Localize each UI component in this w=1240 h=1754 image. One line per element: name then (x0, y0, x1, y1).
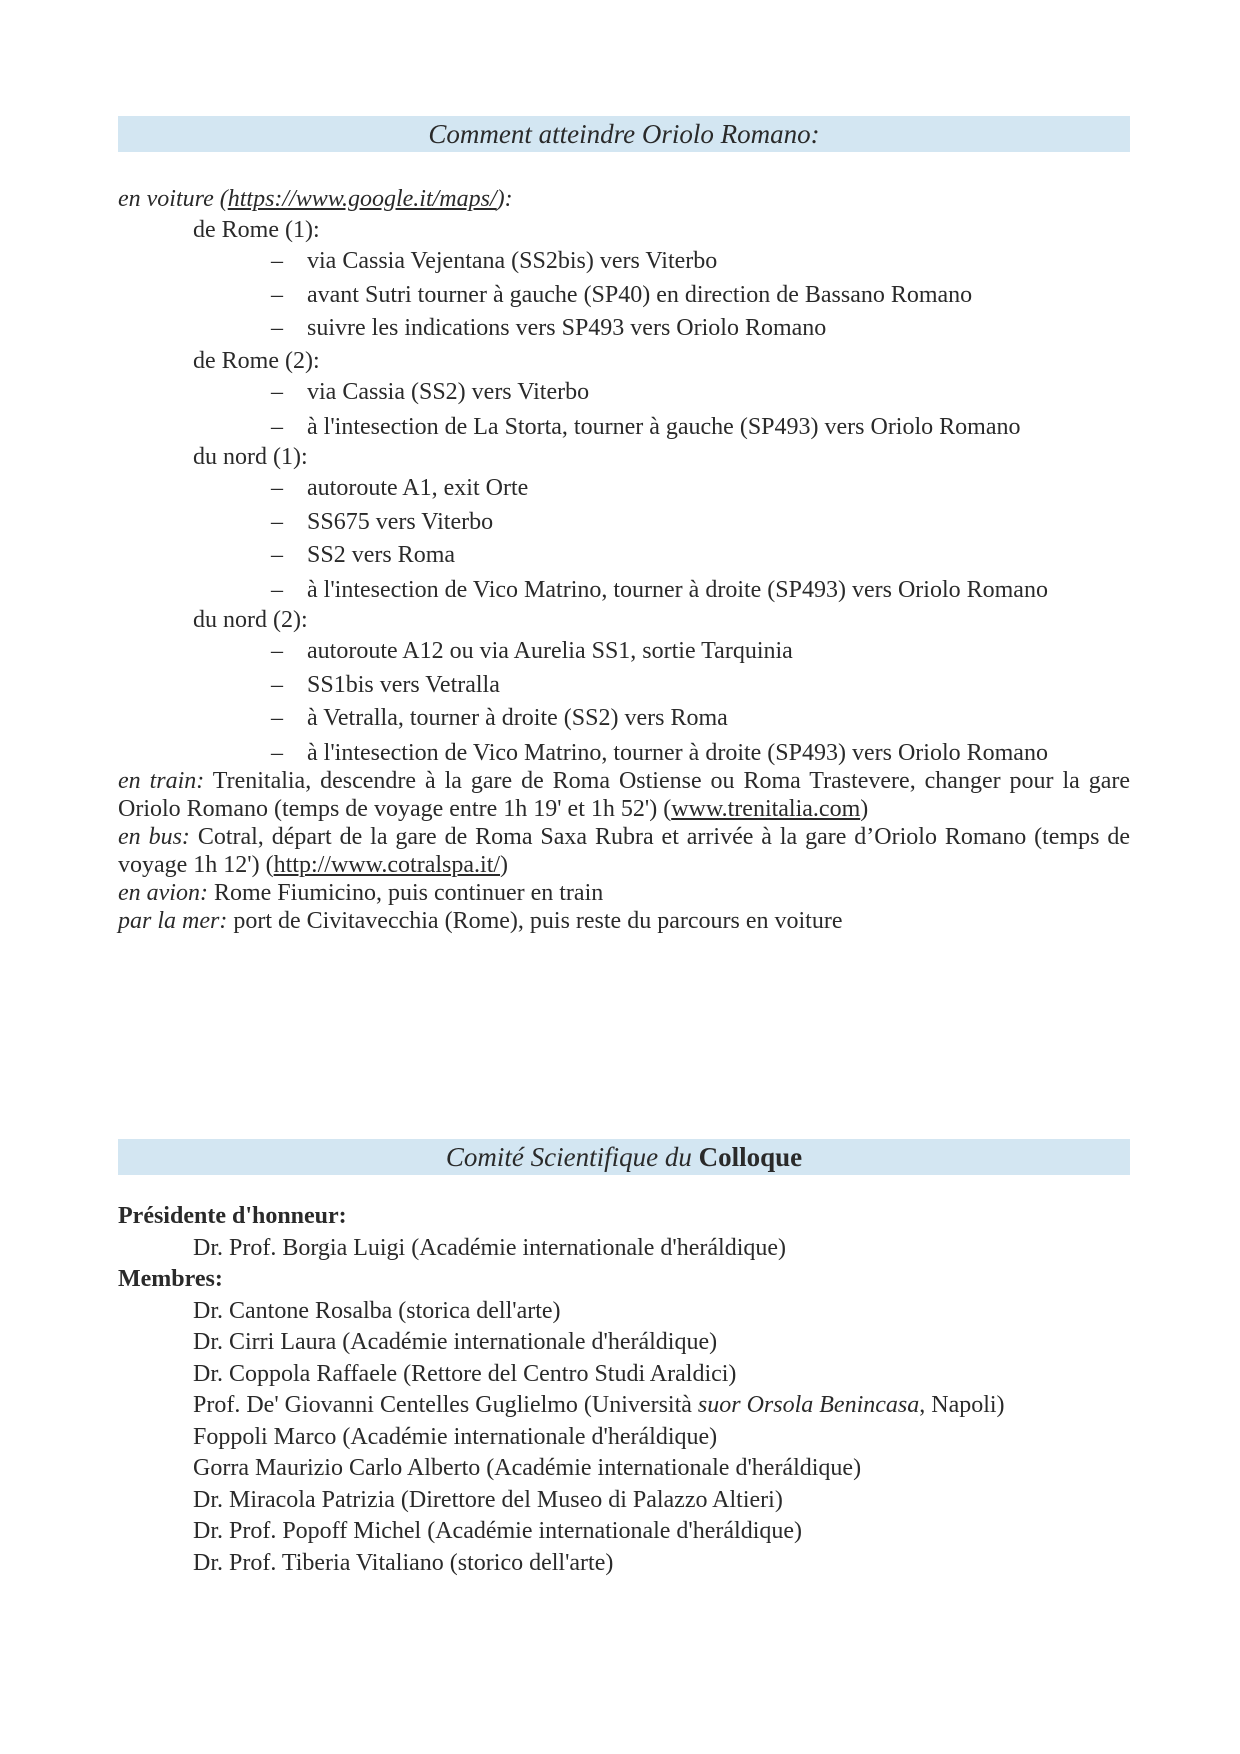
route-step (118, 472, 1130, 506)
committee-member: Dr. Prof. Popoff Michel (Académie internationale d'heráldique) (193, 1518, 803, 1544)
plane-text: Rome Fiumicino, puis continuer en train (207, 879, 604, 906)
committee-heading (118, 1139, 1130, 1175)
route-step (118, 669, 1130, 703)
travel-section (118, 116, 1130, 935)
committee-member: Dr. Prof. Tiberia Vitaliano (storico dell'arte) (193, 1549, 614, 1576)
plane-line (118, 879, 1130, 907)
cotral-link[interactable]: http://www.cotralspa.it/ (273, 851, 501, 878)
route-title: du nord (2): (193, 606, 308, 633)
member-text-before: Prof. De' Giovanni Centelles Guglielmo (Università (193, 1392, 698, 1418)
route-step (118, 539, 1130, 573)
committee-member: Foppoli Marco (Académie internationale d'heráldique) (193, 1423, 718, 1450)
route-step-text: avant Sutri tourner à gauche (SP40) en direction de Bassano Romano (307, 281, 973, 308)
train-suffix: ) (860, 795, 869, 822)
route-step-text: autoroute A1, exit Orte (307, 475, 529, 501)
committee-member: Dr. Miracola Patrizia (Direttore del Museo di Palazzo Altieri) (193, 1486, 783, 1513)
car-suffix: ): (496, 186, 513, 212)
committee-section (118, 1139, 1130, 1579)
trenitalia-link[interactable]: www.trenitalia.com (671, 795, 861, 822)
dash-bullet: – (271, 705, 283, 731)
travel-heading (118, 116, 1130, 152)
honorary-president: Dr. Prof. Borgia Luigi (Académie internationale d'heráldique) (193, 1234, 787, 1261)
route-step (118, 279, 1130, 313)
route-step-text: SS675 vers Viterbo (307, 508, 494, 535)
route-step-text: à Vetralla, tourner à droite (SS2) vers Roma (307, 705, 728, 731)
route-step (118, 576, 1130, 604)
committee-member: Gorra Maurizio Carlo Alberto (Académie internationale d'heráldique) (193, 1455, 862, 1481)
route-step (118, 245, 1130, 279)
committee-member: Dr. Cantone Rosalba (storica dell'arte) (193, 1297, 561, 1324)
member-text-italic: suor Orsola Benincasa (697, 1392, 920, 1418)
sea-text: port de Civitavecchia (Rome), puis reste du parcours en voiture (227, 907, 843, 934)
dash-bullet: – (271, 638, 283, 664)
route-step-text: à l'intesection de Vico Matrino, tourner à droite (SP493) vers Oriolo Romano (307, 576, 1048, 603)
route-step-text: SS2 vers Roma (307, 542, 456, 568)
train-label: en train: (118, 767, 205, 794)
dash-bullet: – (271, 379, 283, 405)
dash-bullet: – (271, 739, 283, 766)
route-step-text: via Cassia Vejentana (SS2bis) vers Viterbo (307, 248, 718, 274)
bus-paragraph (118, 823, 1130, 879)
bus-suffix: ) (500, 851, 509, 878)
train-text: Trenitalia, descendre à la gare de Roma Ostiense ou Roma Trastevere, changer pour la gare Oriolo Romano (temps de voyage entre 1h 19' et 1h 52') ( (118, 767, 1131, 822)
route-step-text: à l'intesection de La Storta, tourner à gauche (SP493) vers Oriolo Romano (307, 413, 1021, 440)
dash-bullet: – (271, 671, 283, 698)
member-text-after: , Napoli) (919, 1392, 1005, 1418)
sea-line (118, 907, 1130, 935)
car-line (118, 184, 1130, 215)
route-step (118, 506, 1130, 540)
committee-member (118, 1390, 1130, 1422)
committee-member: Dr. Cirri Laura (Académie internationale d'heráldique) (193, 1329, 718, 1355)
dash-bullet: – (271, 508, 283, 535)
route-step (118, 635, 1130, 669)
route-step (118, 739, 1130, 767)
dash-bullet: – (271, 475, 283, 501)
route-step (118, 376, 1130, 410)
route-title: du nord (1): (193, 443, 308, 470)
bus-label: en bus: (118, 823, 190, 850)
route-step-text: via Cassia (SS2) vers Viterbo (307, 379, 590, 405)
train-paragraph (118, 767, 1130, 823)
route-title: de Rome (2): (193, 347, 320, 374)
committee-heading-italic: Comité Scientifique du (445, 1142, 692, 1172)
dash-bullet: – (271, 576, 283, 603)
members-list (118, 1296, 1130, 1580)
route-step-text: SS1bis vers Vetralla (307, 671, 500, 698)
committee-heading-bold: Colloque (691, 1142, 803, 1172)
route-step (118, 413, 1130, 441)
dash-bullet: – (271, 315, 283, 341)
maps-link[interactable]: https://www.google.it/maps/ (227, 186, 497, 212)
members-label: Membres: (118, 1266, 223, 1292)
car-label: en voiture ( (118, 186, 228, 212)
travel-heading-text: Comment atteindre Oriolo Romano: (428, 119, 820, 149)
dash-bullet: – (271, 413, 283, 440)
route-step-text: suivre les indications vers SP493 vers Oriolo Romano (307, 315, 827, 341)
route-step-text: à l'intesection de Vico Matrino, tourner à droite (SP493) vers Oriolo Romano (307, 739, 1048, 766)
route-title: de Rome (1): (193, 216, 320, 243)
honorary-label: Présidente d'honneur: (118, 1203, 347, 1229)
dash-bullet: – (271, 542, 283, 568)
dash-bullet: – (271, 281, 283, 308)
route-step-text: autoroute A12 ou via Aurelia SS1, sortie Tarquinia (307, 638, 793, 664)
plane-label: en avion: (118, 879, 208, 906)
bus-text: Cotral, départ de la gare de Roma Saxa Rubra et arrivée à la gare d’Oriolo Romano (temps de voyage 1h 12') ( (118, 823, 1130, 878)
sea-label: par la mer: (118, 907, 228, 934)
route-step (118, 702, 1130, 736)
route-step (118, 312, 1130, 346)
committee-member: Dr. Coppola Raffaele (Rettore del Centro Studi Araldici) (193, 1360, 737, 1387)
car-routes (118, 215, 1130, 767)
dash-bullet: – (271, 248, 283, 274)
